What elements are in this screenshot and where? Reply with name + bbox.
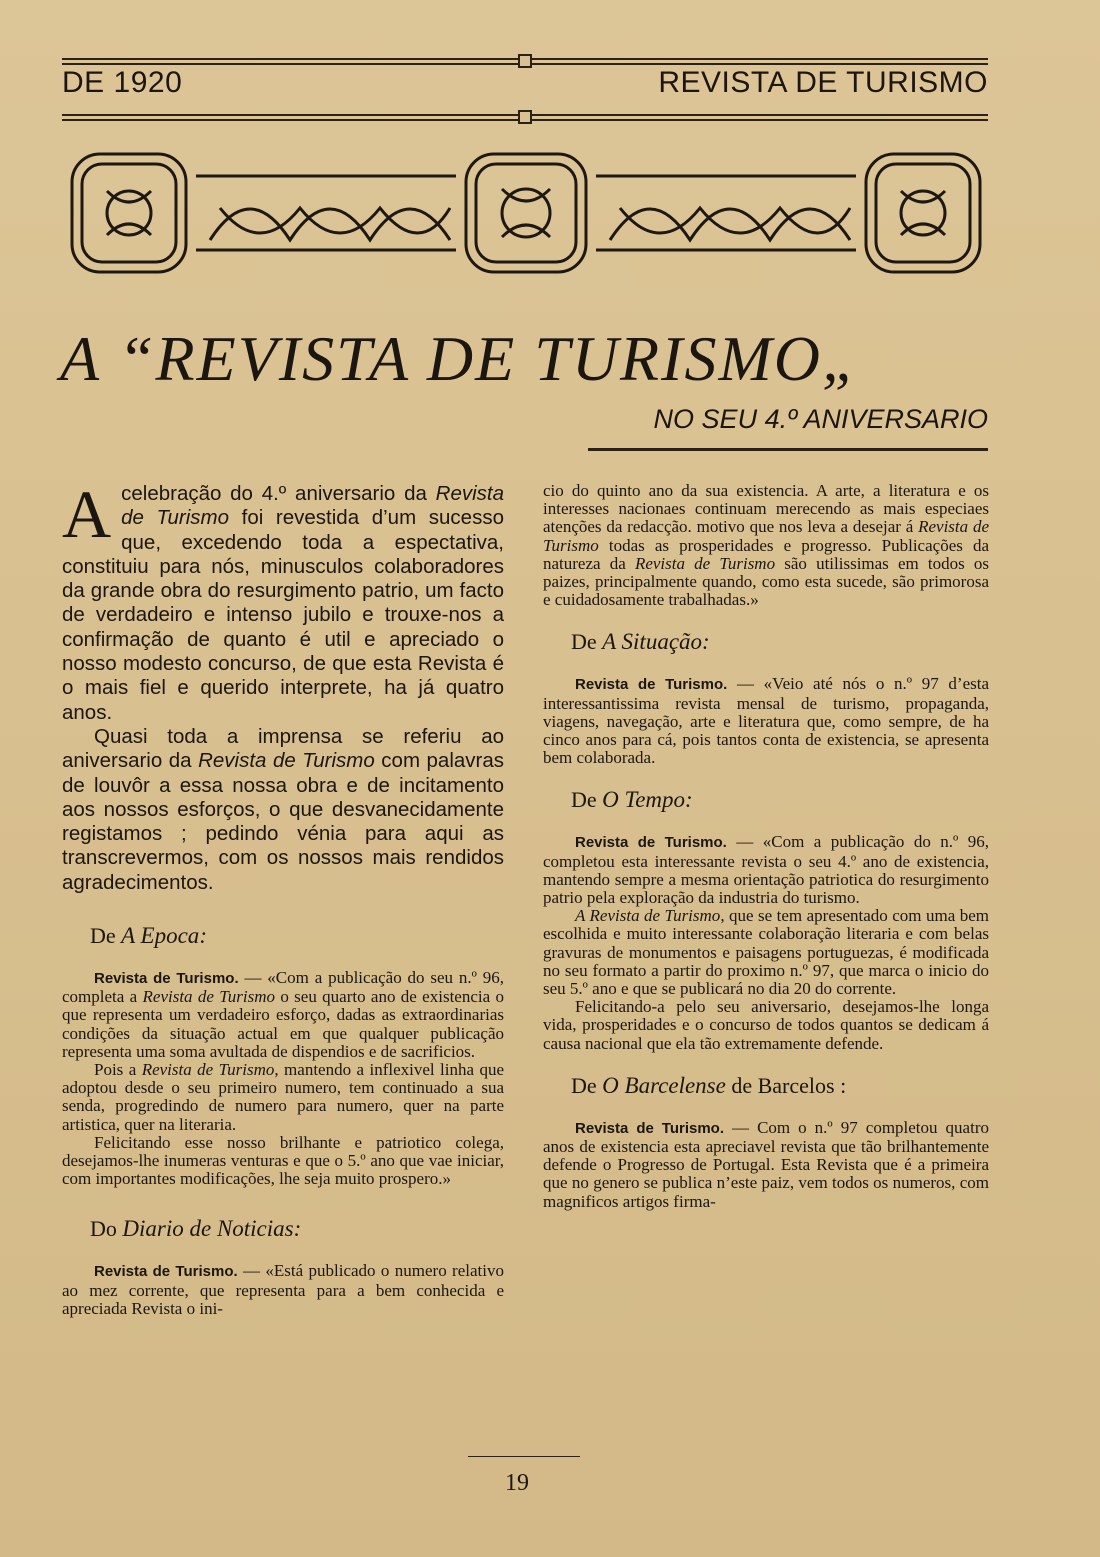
quote-diario — [62, 1262, 504, 1318]
quote-barcelense — [543, 1119, 989, 1211]
source-prefix: De — [90, 923, 122, 949]
source-name: Diario de Noticias: — [122, 1216, 302, 1242]
quote-text: — «Com a publicação do n.º 96, completou esta interessante revista o seu 4.º ano de existencia, mantendo sempre a mesma orientação patriotica do resurgimento patrio pela exploração da industria do turismo. — [543, 832, 989, 908]
quote-lead: Revista de Turismo. — [575, 834, 727, 852]
quote-text: Felicitando esse nosso brilhante e patriotico colega, desejamos-lhe inumeras venturas e que o 5.º ano que vae iniciar, com importantes modificações, lhe seja muito prospero.» — [62, 1132, 504, 1189]
intro-p2-a: Quasi toda a imprensa se referiu ao aniversario da — [62, 724, 504, 773]
source-prefix: De — [571, 629, 603, 655]
source-suffix: : — [685, 787, 693, 813]
source-prefix: De — [571, 1072, 603, 1098]
page-number: 19 — [505, 1470, 529, 1496]
decorative-ornament-band — [70, 148, 982, 278]
quote-lead: Revista de Turismo. — [575, 1119, 724, 1137]
quote-diario-continued — [543, 482, 989, 609]
quote-lead: Revista de Turismo. — [575, 676, 728, 694]
quote-magazine-name: Revista de Turismo — [634, 553, 776, 573]
quote-text: cio do quinto ano da sua existencia. A arte, a literatura e os interesses nacionaes continuam merecendo as mais especiaes atenções da redacção. motivo que nos leva a desejar á — [543, 481, 989, 537]
quote-epoca — [62, 969, 504, 1188]
quote-text: — Com o n.º 97 completou quatro anos de existencia esta apreciavel revista que tão brilhantemente defende o Progresso de Portugal. Esta Revista que é a primeira que no genero se publica n’este paiz, vem todos os numeros, com magnificos artigos firma- — [543, 1117, 989, 1211]
quote-lead: Revista de Turismo. — [94, 1263, 238, 1281]
quote-situacao — [543, 675, 989, 767]
source-heading-epoca — [90, 923, 504, 949]
source-heading-barcelense — [571, 1073, 989, 1099]
source-suffix: : — [702, 629, 710, 655]
right-column — [543, 482, 989, 1211]
header-date: DE 1920 — [62, 66, 183, 99]
quote-text: Pois a — [94, 1060, 142, 1080]
quote-magazine-name: A Revista de Turismo — [575, 906, 721, 926]
quote-lead: Revista de Turismo. — [94, 970, 239, 988]
source-heading-tempo — [571, 787, 989, 813]
article-title: A “REVISTA DE TURISMO„ — [60, 323, 860, 394]
header-magazine-name: REVISTA DE TURISMO — [658, 66, 988, 99]
quote-tempo — [543, 833, 989, 1052]
quote-magazine-name: Revista de Turismo — [142, 987, 276, 1007]
quote-text: — «Com a publicação do seu n.º 96, completa a — [62, 968, 504, 1007]
intro-magazine-name: Revista de Turismo — [121, 482, 504, 530]
quote-text: são utilissimas em todos os paizes, principalmente quando, como esta sucede, são primorosa e cuidadosamente trabalhadas.» — [543, 553, 989, 610]
intro-text-b: foi revestida d’um sucesso que, excedendo toda a espectativa, constituiu para nós, minusculos colaboradores da grande obra do resurgimento patrio, um facto de verdadeiro e intenso jubilo e trouxe-nos a confirmação de quanto é util e apreciado o nosso modesto concurso, de que esta Revista é o mais fiel e querido interprete, ha já quatro anos. — [62, 506, 504, 724]
source-suffix: de Barcelos : — [725, 1072, 847, 1098]
quote-text: — «Veio até nós o n.º 97 d’esta interessantissima revista mensal de turismo, propaganda, viagens, navegação, arte e literatura que, como sempre, de ha cinco anos para cá, pois tantos conta de existencia, se apresenta bem colaborada. — [543, 674, 990, 768]
quote-magazine-name: Revista de Turismo — [141, 1060, 275, 1080]
source-suffix: : — [199, 923, 207, 949]
footer-rule — [468, 1456, 580, 1457]
quote-text: — «Está publicado o numero relativo ao mez corrente, que representa para a bem conhecida e apreciada Revista o ini- — [62, 1261, 504, 1318]
quote-text: todas as prosperidades e progresso. Publicações da natureza da — [543, 535, 989, 573]
drop-cap: A — [62, 476, 112, 552]
source-name: O Tempo — [602, 787, 686, 813]
intro-p2-b: com palavras de louvôr a essa nossa obra e de incitamento aos nossos esforços, o que desvanecidamente registamos ; pedindo vénia para aqui as transcrevermos, com os nossos mais rendidos agradecimentos. — [62, 749, 505, 894]
intro-text-a: celebração do 4.º aniversario da — [121, 482, 436, 505]
quote-text: , que se tem apresentado com uma bem escolhida e muito interessante colaboração literaria e com belas gravuras de monumentos e paisagens portuguezas, é modificada no seu formato a partir do proximo n.º 97, que marca o inicio do seu 5.º ano e que se publicará no dia 20 do corrente. — [543, 906, 989, 999]
source-heading-situacao — [571, 629, 989, 655]
source-name: O Barcelense — [602, 1072, 726, 1098]
intro-p2-magazine-name: Revista de Turismo — [198, 749, 375, 773]
source-name: A Epoca — [121, 923, 200, 949]
source-heading-diario — [90, 1216, 504, 1242]
quote-text: Felicitando-a pelo seu aniversario, desejamos-lhe longa vida, prosperidades e o concurso de todos quantos se dedicam á causa nacional que ela tão extremamente defende. — [543, 997, 989, 1053]
source-prefix: Do — [90, 1216, 123, 1242]
intro-text — [62, 476, 505, 895]
article-subtitle: NO SEU 4.º ANIVERSARIO — [653, 404, 988, 434]
quote-text: o seu quarto ano de existencia o que representa um verdadeiro esforço, dadas as extraordinarias condições da situação actual em que qualquer publicação representa uma soma avultada de dispendios e de sacrificios. — [62, 987, 504, 1061]
source-name: A Situação — [602, 629, 703, 655]
quote-magazine-name: Revista de Turismo — [543, 517, 989, 555]
left-column — [62, 476, 505, 1318]
source-prefix: De — [571, 787, 603, 813]
subtitle-underline — [588, 448, 988, 451]
quote-text: , mantendo a inflexivel linha que adoptou desde o seu primeiro numero, tem continuado a sua senda, progredindo de numero para numero, quer na parte artistica, quer na literaria. — [62, 1060, 504, 1134]
